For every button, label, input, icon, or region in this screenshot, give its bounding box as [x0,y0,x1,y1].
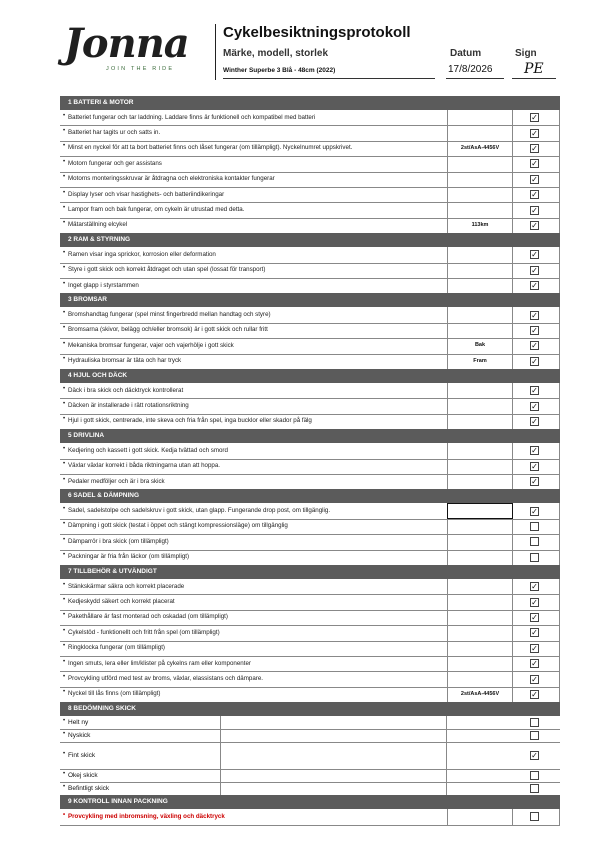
grade-label: Helt ny [68,718,89,726]
bullet-icon: • [63,205,66,212]
checkbox-checked[interactable]: ✓ [531,281,538,291]
date-label: Datum [450,48,482,59]
model-underline [223,78,435,79]
checklist-row [60,263,560,279]
section-header: 8 BEDÖMNING SKICK [60,702,560,716]
checklist-item-text: Batteriet har tagits ur och satts in. [68,129,161,137]
checkbox[interactable] [530,522,539,531]
grade-row [60,742,560,770]
checklist-item-text: Inget glapp i styrstammen [68,281,139,289]
checklist-item-text: Dämpning i gott skick (testat i öppet och stängt kompressionsläge) om tillgänglig [68,522,288,530]
checklist-row [60,338,560,354]
bullet-icon: • [63,265,66,272]
checklist-row [60,656,560,672]
grade-notes-cell [220,729,447,742]
value-cell[interactable] [447,656,513,671]
bullet-icon: • [63,506,66,513]
value-cell[interactable]: Bak [447,338,513,353]
checklist-item-text: Bromsarna (skivor, belägg och/eller bromsok) är i gott skick och rullar fritt [68,326,268,334]
bullet-icon: • [63,249,66,256]
value-cell[interactable] [447,594,513,609]
checklist-item-text: Växlar växlar korrekt i båda riktningarna utan att hoppa. [68,462,221,470]
bullet-icon: • [63,128,66,135]
checkbox-checked[interactable]: ✓ [531,643,538,653]
bullet-icon: • [63,770,66,777]
grade-notes-cell [220,769,447,782]
checkbox-checked[interactable]: ✓ [531,220,538,230]
checklist-item-text: Pedaler medföljer och är i bra skick [68,477,165,485]
value-cell[interactable] [447,625,513,640]
bullet-icon: • [63,674,66,681]
bullet-icon: • [63,811,66,818]
bullet-icon: • [63,521,66,528]
checklist-item-text: Kedjeskydd säkert och korrekt placerat [68,598,175,606]
date-underline [446,78,504,79]
checkbox-checked[interactable]: ✓ [531,612,538,622]
bullet-icon: • [63,552,66,559]
bullet-icon: • [63,112,66,119]
model-label: Märke, modell, storlek [223,48,329,59]
checkbox-checked[interactable]: ✓ [531,674,538,684]
grade-notes-cell [220,716,447,729]
checklist-item-text: Ringklocka fungerar (om tillämpligt) [68,644,165,652]
checkbox-checked[interactable]: ✓ [531,582,538,592]
section-header: 5 DRIVLINA [60,429,560,443]
checkbox-checked[interactable]: ✓ [531,356,538,366]
value-cell[interactable] [447,503,513,518]
date-value: 17/8/2026 [448,64,493,75]
checklist-row [60,550,560,566]
sign-underline [512,78,556,79]
checklist-row [60,414,560,430]
value-cell[interactable]: Fram [447,354,513,369]
checkbox-checked[interactable]: ✓ [531,477,538,487]
value-cell[interactable] [447,202,513,217]
checklist-row [60,172,560,188]
checklist-row [60,503,560,519]
value-cell[interactable] [447,156,513,171]
checkbox-checked[interactable]: ✓ [531,205,538,215]
value-cell[interactable] [447,278,513,293]
checklist-item-text: Mätarställning elcykel [68,221,128,229]
checkbox-checked[interactable]: ✓ [531,143,538,153]
value-cell[interactable] [447,809,513,824]
bullet-icon: • [63,612,66,619]
checklist-row [60,383,560,399]
checkbox-checked[interactable]: ✓ [531,659,538,669]
bullet-icon: • [63,689,66,696]
checkbox-checked[interactable]: ✓ [531,416,538,426]
checklist-item-text: Minst en nyckel för att ta bort batteriet finns och låset fungerar (om tillämpligt). Nyckelnumret uppskrivet. [68,144,353,152]
value-cell[interactable] [447,534,513,549]
checklist-row [60,579,560,595]
section-header: 3 BROMSAR [60,293,560,307]
checkbox-checked[interactable]: ✓ [531,506,538,516]
value-cell[interactable] [447,519,513,534]
checkbox-checked[interactable]: ✓ [531,628,538,638]
checklist-row [60,459,560,475]
bullet-icon: • [63,280,66,287]
section-header: 7 TILLBEHÖR & UTVÄNDIGT [60,565,560,579]
value-cell[interactable] [447,641,513,656]
bullet-icon: • [63,658,66,665]
checklist-row [60,307,560,323]
bullet-icon: • [63,174,66,181]
bullet-icon: • [63,385,66,392]
grade-label: Befintligt skick [68,784,110,792]
checkbox-checked[interactable]: ✓ [531,386,538,396]
bullet-icon: • [63,401,66,408]
checklist-row [60,278,560,294]
checklist-item-text: Ingen smuts, lera eller lim/klister på cykelns ram eller komponenter [68,659,251,667]
checkbox[interactable] [530,553,539,562]
document-title: Cykelbesiktningsprotokoll [223,24,411,41]
checklist-row [60,474,560,490]
checklist-item-text: Hjul i gott skick, centrerade, inte skeva och fria från spel, inga bucklor eller skador på fälg [68,417,312,425]
bullet-icon: • [63,356,66,363]
value-cell[interactable] [447,110,513,125]
checkbox-checked[interactable]: ✓ [531,174,538,184]
grade-row [60,782,560,796]
value-cell[interactable] [447,187,513,202]
checklist-row [60,218,560,234]
bullet-icon: • [63,158,66,165]
grade-row [60,769,560,783]
checklist-item-text: Sadel, sadelstolpe och sadelskruv i gott skick, utan glapp. Fungerande drop post, om tillgänglig. [68,507,331,515]
value-cell[interactable]: 2st/AsA-4456V [447,687,513,702]
checkbox-checked[interactable]: ✓ [531,265,538,275]
checkbox-checked[interactable]: ✓ [531,128,538,138]
grade-notes-cell [220,782,447,795]
checklist-row [60,671,560,687]
bullet-icon: • [63,597,66,604]
checklist-row [60,641,560,657]
value-cell[interactable] [447,459,513,474]
bullet-icon: • [63,461,66,468]
value-cell[interactable] [447,610,513,625]
sign-value: PE [524,61,544,77]
bullet-icon: • [63,717,66,724]
brand-logo [58,20,198,76]
checkbox-checked[interactable]: ✓ [531,113,538,123]
bullet-icon: • [63,189,66,196]
value-cell[interactable] [447,443,513,458]
value-cell[interactable]: 113km [447,218,513,233]
value-cell[interactable] [447,671,513,686]
bullet-icon: • [63,143,66,150]
bullet-icon: • [63,325,66,332]
bullet-icon: • [63,783,66,790]
checklist-item-text: Stänkskärmar säkra och korrekt placerade [68,582,185,590]
checklist-row [60,594,560,610]
value-cell[interactable] [447,579,513,594]
checkbox[interactable] [530,784,539,793]
bullet-icon: • [63,476,66,483]
value-cell[interactable] [447,550,513,565]
bullet-icon: • [63,340,66,347]
value-cell[interactable] [447,307,513,322]
checklist-item-text: Styre i gott skick och korrekt åtdraget och utan spel (lossat för transport) [68,266,266,274]
checkbox-checked[interactable]: ✓ [531,325,538,335]
checklist-row [60,625,560,641]
checklist-item-text: Motorn fungerar och ger assistans [68,159,162,167]
section-header: 9 KONTROLL INNAN PACKNING [60,795,560,809]
value-cell[interactable] [447,263,513,278]
sign-label: Sign [515,48,537,59]
checkbox-checked[interactable]: ✓ [531,446,538,456]
checklist-row [60,187,560,203]
checklist-item-text: Lampor fram och bak fungerar, om cykeln är utrustad med detta. [68,206,245,214]
checkbox-checked[interactable]: ✓ [531,461,538,471]
checklist-row [60,202,560,218]
brand-wordmark: Jonna [64,20,189,67]
bullet-icon: • [63,581,66,588]
bullet-icon: • [63,627,66,634]
value-cell[interactable] [447,247,513,262]
checklist-item-text: Hydrauliska bromsar är täta och har tryck [68,357,182,365]
checklist-row [60,323,560,339]
checklist-row [60,354,560,370]
checkbox[interactable] [530,771,539,780]
grade-notes-cell [220,742,447,769]
checklist-item-text: Dämparrör i bra skick (om tillämpligt) [68,537,169,545]
checklist-item-text: Provcykling med inbromsning, växling och däcktryck [68,812,225,820]
grade-label: Nyskick [68,731,91,739]
checkbox-checked[interactable]: ✓ [531,341,538,351]
checklist-item-text: Däcken är installerade i rätt rotationsriktning [68,402,189,410]
checklist-row [60,125,560,141]
checkbox-checked[interactable]: ✓ [531,689,538,699]
checklist-item-text: Display lyser och visar hastighets- och batteriindikeringar [68,190,225,198]
value-cell[interactable] [447,383,513,398]
checklist-row [60,809,560,825]
checklist-row [60,687,560,703]
checklist-item-text: Ramen visar inga sprickor, korrosion eller deformation [68,250,216,258]
grade-label: Okej skick [68,771,98,779]
checklist-item-text: Nyckel till lås finns (om tillämpligt) [68,690,161,698]
grade-label: Fint skick [68,751,96,759]
checklist-item-text: Provcykling utförd med test av broms, växlar, elassistans och dämpare. [68,675,263,683]
section-header: 1 BATTERI & MOTOR [60,96,560,110]
checklist-item-text: Kedjering och kassett i gott skick. Kedja tvättad och smord [68,446,228,454]
bullet-icon: • [63,416,66,423]
brand-tagline: JOIN THE RIDE [106,66,175,72]
checkbox[interactable] [530,537,539,546]
bullet-icon: • [63,220,66,227]
checkbox-checked[interactable]: ✓ [531,401,538,411]
checklist-item-text: Packningar är fria från läckor (om tillämpligt) [68,553,190,561]
checklist-item-text: Motorns monteringsskruvar är åtdragna och elektroniska kontakter fungerar [68,175,275,183]
checkbox[interactable] [530,731,539,740]
value-cell[interactable] [447,474,513,489]
value-cell[interactable]: 2st/AsA-4456V [447,141,513,156]
checklist-item-text: Cykelstöd - funktionellt och fritt från spel (om tillämpligt) [68,628,220,636]
bullet-icon: • [63,643,66,650]
header-divider [215,24,216,80]
checklist-row [60,110,560,126]
section-header: 4 HJUL OCH DÄCK [60,369,560,383]
checklist-row [60,534,560,550]
bullet-icon: • [63,730,66,737]
value-cell[interactable] [447,125,513,140]
section-header: 2 RAM & STYRNING [60,233,560,247]
checklist-row [60,156,560,172]
checkbox-checked[interactable]: ✓ [531,310,538,320]
bullet-icon: • [63,536,66,543]
checklist-row [60,247,560,263]
checklist-item-text: Batteriet fungerar och tar laddning. Laddare finns är funktionell och kompatibel med batteri [68,113,316,121]
bullet-icon: • [63,310,66,317]
checkbox[interactable] [530,812,539,821]
value-cell[interactable] [447,323,513,338]
checklist-row [60,610,560,626]
value-cell[interactable] [447,414,513,429]
checklist-item-text: Bromshandtag fungerar (spel minst fingerbredd mellan handtag och styre) [68,311,271,319]
bullet-icon: • [63,445,66,452]
checklist-row [60,398,560,414]
grade-row [60,716,560,730]
checklist-item-text: Pakethållare är fast monterad och oskadad (om tillämpligt) [68,613,228,621]
checkbox-checked[interactable]: ✓ [531,190,538,200]
model-value: Winther Superbe 3 Blå - 48cm (2022) [223,67,336,74]
value-cell[interactable] [447,172,513,187]
checklist-item-text: Däck i bra skick och däcktryck kontrollerat [68,386,184,394]
checkbox[interactable] [530,718,539,727]
checklist-item-text: Mekaniska bromsar fungerar, vajer och vajerhölje i gott skick [68,341,234,349]
checkbox-checked[interactable]: ✓ [531,597,538,607]
bullet-icon: • [63,750,66,757]
checklist-row [60,519,560,535]
checkbox-checked[interactable]: ✓ [531,159,538,169]
checklist-row [60,141,560,157]
checklist-row [60,443,560,459]
grade-row [60,729,560,743]
section-header: 6 SADEL & DÄMPNING [60,489,560,503]
checkbox-checked[interactable]: ✓ [531,751,538,761]
value-cell[interactable] [447,398,513,413]
checkbox-checked[interactable]: ✓ [531,250,538,260]
